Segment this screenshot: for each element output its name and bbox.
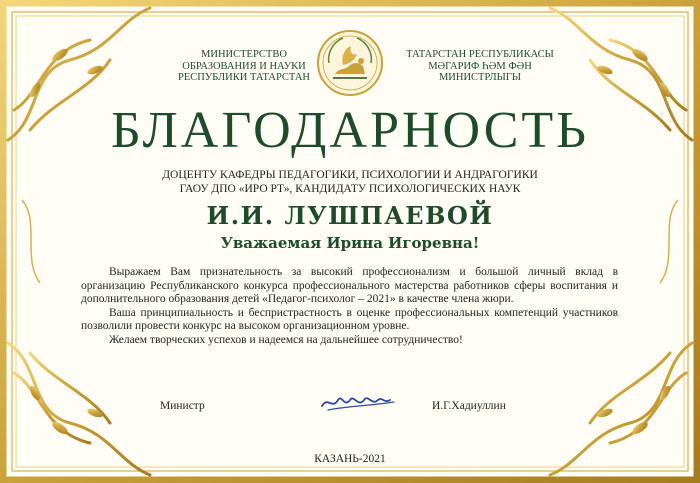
- ministry-left-line-1: МИНИСТЕРСТВО: [201, 49, 287, 60]
- ministry-left-line-2: ОБРАЗОВАНИЯ И НАУКИ: [182, 60, 306, 72]
- handwritten-signature: [318, 386, 398, 416]
- body-paragraph-3: Желаем творческих успехов и надеемся на дальнейшее сотрудничество!: [109, 333, 463, 346]
- certificate-title: БЛАГОДАРНОСТЬ: [110, 102, 590, 159]
- ministry-right-line-2: МӘГАРИФ ҺӘМ ФӘН: [428, 60, 532, 72]
- footer-city-year: КАЗАНЬ-2021: [314, 453, 386, 465]
- signatory-name: И.Г.Хадиуллин: [432, 400, 506, 412]
- body-text: [81, 266, 618, 348]
- recipient-description-line-2: ГАОУ ДПО «ИРО РТ», КАНДИДАТУ ПСИХОЛОГИЧЕСКИХ НАУК: [179, 183, 521, 195]
- body-paragraph-2: Ваша принципиальность и беспристрастность в оценке профессиональных компетенций участников позволили провести конкурс на высоком организационном уровне.: [81, 306, 618, 333]
- ministry-left-line-3: РЕСПУБЛИКИ ТАТАРСТАН: [177, 72, 310, 83]
- recipient-name: И.И. ЛУШПАЕВОЙ: [206, 201, 494, 230]
- greeting: Уважаемая Ирина Игоревна!: [220, 234, 480, 252]
- body-paragraph-1: Выражаем Вам признательность за высокий профессионализм и большой личный вклад в организацию Республиканского конкурса профессионального мастерства работников сферы воспитания и дополнительного образования детей «Педагог-психолог – 2021» в качестве члена жюри.: [81, 266, 618, 306]
- ministry-name-russian: [149, 49, 339, 84]
- recipient-description-line-1: ДОЦЕНТУ КАФЕДРЫ ПЕДАГОГИКИ, ПСИХОЛОГИИ И АНДРАГОГИКИ: [162, 169, 538, 181]
- ministry-right-line-3: МИНИСТРЛЫГЫ: [438, 72, 522, 83]
- recipient-description: [0, 168, 700, 196]
- ministry-name-tatar: [380, 49, 580, 84]
- tatarstan-coat-of-arms-icon: [315, 28, 385, 98]
- signatory-title: Министр: [160, 400, 205, 412]
- ministry-right-line-1: ТАТАРСТАН РЕСПУБЛИКАСЫ: [406, 49, 554, 60]
